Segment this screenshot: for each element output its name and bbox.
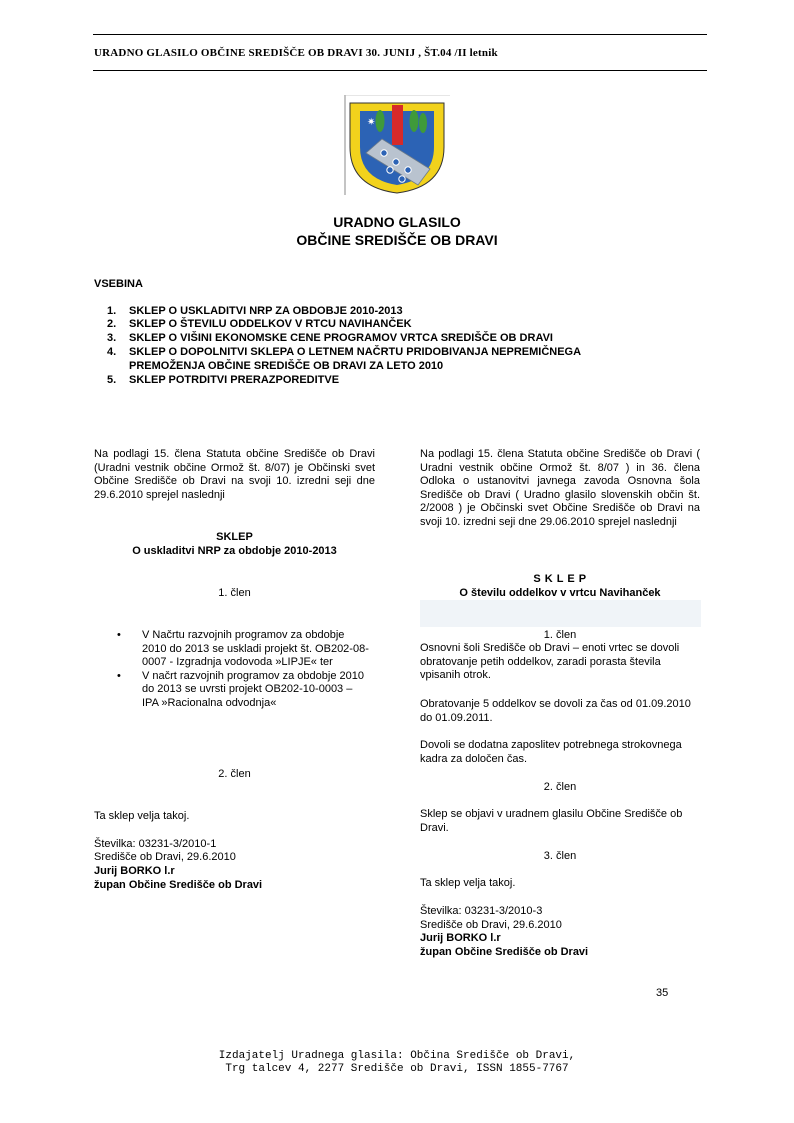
svg-text:✷: ✷ [367,117,376,128]
left-signatory-title: župan Občine Središče ob Dravi [94,879,263,891]
left-validity-statement: Ta sklep velja takoj. [94,810,190,822]
footer-publisher-line1: Izdajatelj Uradnega glasila: Občina Središče ob Dravi, [218,1050,576,1062]
right-paragraph-4: Sklep se objavi v uradnem glasilu Občine Središče ob Dravi. [420,808,683,834]
contents-item [107,318,412,331]
contents-item-number: 1. [107,305,117,317]
contents-item [107,346,581,359]
right-sklep-title: S K L E P [533,573,587,585]
contents-item-text: SKLEP POTRDITVI PRERAZPOREDITVE [129,374,340,386]
left-article-2-heading: 2. člen [218,768,251,780]
right-sklep-subtitle: O številu oddelkov v vrtcu Navihanček [459,587,661,599]
right-article-1-heading: 1. člen [543,629,577,641]
left-document-number: Številka: 03231-3/2010-1 [94,838,217,850]
right-article-2-heading: 2. člen [543,781,577,793]
header-rule-top [93,34,707,35]
contents-item-text: PREMOŽENJA OBČINE SREDIŠČE OB DRAVI ZA LETO 2010 [129,360,444,372]
left-bullet-item-1: • V Načrtu razvojnih programov za obdobje 2010 do 2013 se uskladi projekt št. OB202-08-0007 - Izgradnja vodovoda »LIPJE« ter [117,629,369,670]
right-paragraph-3: Dovoli se dodatna zaposlitev potrebnega strokovnega kadra za določen čas. [420,739,682,765]
right-place-date: Središče ob Dravi, 29.6.2010 [420,919,562,931]
contents-item-number: 4. [107,346,117,358]
page-number: 35 [656,987,669,999]
footer-publisher-line2: Trg talcev 4, 2277 Središče ob Dravi, ISSN 1855-7767 [225,1063,569,1075]
running-header: URADNO GLASILO OBČINE SREDIŠČE OB DRAVI 30. JUNIJ , ŠT.04 /II letnik [94,47,498,59]
left-bullet-list [117,629,369,710]
contents-item-number: 3. [107,332,117,344]
right-validity-statement: Ta sklep velja takoj. [420,877,516,889]
shaded-band [420,600,701,627]
left-signatory-name: Jurij BORKO l.r [94,865,175,877]
contents-item-continuation [107,360,443,373]
left-place-date: Središče ob Dravi, 29.6.2010 [94,851,236,863]
header-rule-bottom [93,70,707,71]
left-article-1-heading: 1. člen [218,587,251,599]
contents-item-text: SKLEP O VIŠINI EKONOMSKE CENE PROGRAMOV VRTCA SREDIŠČE OB DRAVI [129,332,553,344]
left-intro-paragraph: Na podlagi 15. člena Statuta občine Središče ob Dravi (Uradni vestnik občine Ormož št. 8/07) je Občinski svet Občine Središče ob Dravi na svoji 10. izredni seji dne 29.6.2010 sprejel naslednji [94,448,375,501]
contents-item-number: 5. [107,374,117,386]
contents-item [107,305,403,318]
publication-title-line1: URADNO GLASILO [333,214,461,230]
contents-item-text: SKLEP O ŠTEVILU ODDELKOV V RTCU NAVIHANČEK [129,318,412,330]
left-sklep-title: SKLEP [216,531,253,543]
contents-item-number: 2. [107,318,117,330]
contents-item-text: SKLEP O DOPOLNITVI SKLEPA O LETNEM NAČRTU PRIDOBIVANJA NEPREMIČNEGA [129,346,582,358]
contents-heading: VSEBINA [94,278,143,290]
contents-item [107,374,339,387]
right-paragraph-2: Obratovanje 5 oddelkov se dovoli za čas od 01.09.2010 do 01.09.2011. [420,698,691,724]
right-intro-paragraph: Na podlagi 15. člena Statuta občine Središče ob Dravi ( Uradni vestnik občine Ormož št. 8/07 ) in 36. člena Odloka o ustanovitvi javnega zavoda Osnovna šola Središče ob Dravi ( Uradno glasilo slovenskih občin št. 2/2008 ) je Občinski svet Občine Središče ob Dravi na svoji 10. izredni seji dne 29.06.2010 sprejel naslednji [420,448,700,528]
left-sklep-subtitle: O uskladitvi NRP za obdobje 2010-2013 [132,545,337,557]
contents-item [107,332,553,345]
publication-title-line2: OBČINE SREDIŠČE OB DRAVI [296,232,498,248]
left-bullet-item-2: • V načrt razvojnih programov za obdobje 2010 do 2013 se uvrsti projekt OB202-10-0003 – IPA »Racionalna odvodnja« [117,670,369,711]
right-article-3-heading: 3. člen [543,850,577,862]
contents-item-text: SKLEP O USKLADITVI NRP ZA OBDOBJE 2010-2013 [129,305,403,317]
right-document-number: Številka: 03231-3/2010-3 [420,905,543,917]
right-signatory-title: župan Občine Središče ob Dravi [420,946,589,958]
right-paragraph-1: Osnovni šoli Središče ob Dravi – enoti vrtec se dovoli obratovanje petih oddelkov, zaradi porasta števila vpisanih otrok. [420,642,680,681]
municipal-crest-logo [344,95,450,195]
right-signatory-name: Jurij BORKO l.r [420,932,501,944]
